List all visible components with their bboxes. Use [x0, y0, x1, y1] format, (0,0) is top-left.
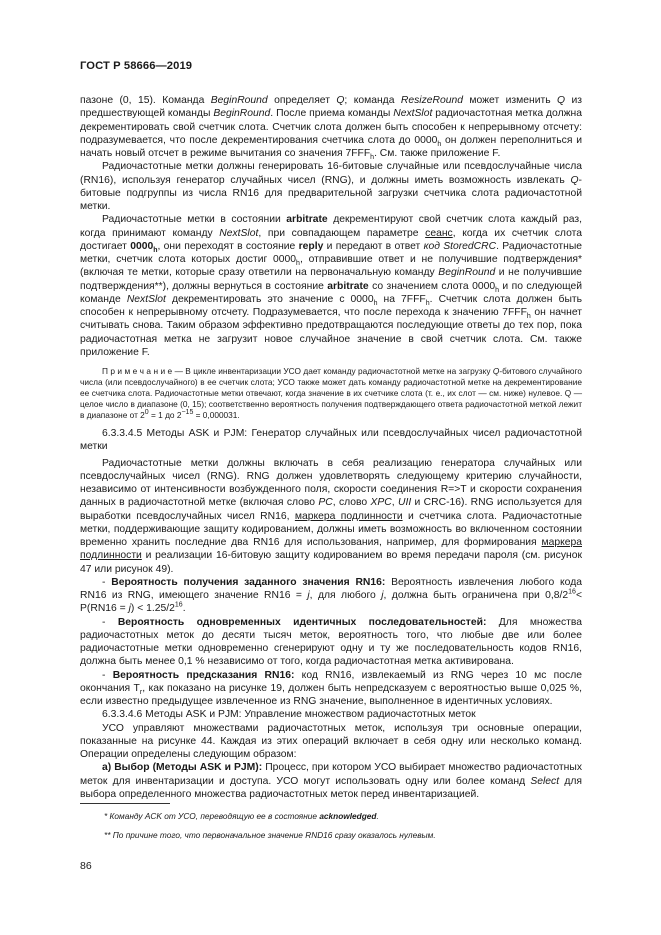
footnotes: [104, 810, 574, 848]
paragraph-1: пазоне (0, 15). Команда BeginRound определяет Q; команда ResizeRound может изменить Q из предшествующей команды BeginRound. После приема команды NextSlot радиочастотная метка должна декрементировать свой счетчик слота. Счетчик слота должен быть способен к непрерывному отсчету: подразумевается, что после декрементирования счетчика слота до $0000_h$ он должен переполниться и начать новый отсчет в режиме вычитания со значения $7FFF_h$. См. также приложение F.: [80, 95, 583, 162]
standard-header: ГОСТ Р 58666—2019: [80, 60, 193, 72]
simultaneous-sequences-item: - Вероятность одновременных идентичных последовательностей: Для множества радиочастотных меток до десяти тысяч меток, вероятность того, что любые две или более радиочастотные метки одновременно сгенерируют одну и ту же последовательность кодов RN16, должна быть менее 0,1 % независимо от того, когда радиочастотная метка активирована.: [80, 616, 582, 668]
section-6-3-3-4-5-heading: 6.3.3.4.5 Методы ASK и PJM: Генератор случайных или псевдослучайных чисел радиочастотной метки: [80, 428, 582, 453]
section-6-3-3-4-6-heading: 6.3.3.4.6 Методы ASK и PJM: Управление множеством радиочастотных меток: [102, 709, 476, 721]
page-number: 86: [80, 860, 92, 872]
paragraph-8: УСО управляют множествами радиочастотных меток, используя три основные операции, показанные на рисунке 44. Каждая из этих операций включает в себя одну или несколько команд. Операции определены следующим образом:: [80, 722, 582, 760]
footnote-divider: [80, 803, 170, 804]
footnote-1: * Команду ACK от УСО, переводящую ее в состояние acknowledged.: [104, 811, 379, 821]
paragraph-4: Радиочастотные метки должны включать в себя реализацию генератора случайных или псевдослучайных чисел (RNG). RNG должен удовлетворять следующему критерию случайности, независимо от интенсивности возбужденного поля, скорости соединения R=>T и скорости сохранения данных в радиочастотной метке (включая слово PC, слово XPC, UII и CRC-16). RNG используется для выработки псевдослучайных чисел RN16, маркера подлинности и счетчика слота. Радиочастотные метки, поддерживающие защиту кодированием, должны иметь возможность во включенном состоянии временно хранить последние два RN16 для использования, например, для формирования маркера подлинности и реализации 16-битовую защиту кодированием во время передачи пароля (см. рисунок 47 или рисунок 49).: [80, 457, 582, 575]
select-operation-item: а) Выбор (Методы ASK и PJM): Процесс, при котором УСО выбирает множество радиочастотных меток для инвентаризации и доступа. УСО могут использовать одну или более команд Select для выбора определенного множества радиочастотных меток перед инвентаризацией.: [80, 762, 583, 800]
paragraph-2: Радиочастотные метки должны генерировать 16-битовые случайные или псевдослучайные числа (RN16), используя генератор случайных чисел (RNG), и должны иметь возможность извлекать Q-битовые подгруппы из числа RN16 для предварительной загрузки счетчика слота радиочастотной метки.: [80, 161, 582, 212]
note-block: П р и м е ч а н и е — В цикле инвентаризации УСО дает команду радиочастотной метке на загрузку Q-битового случайного числа (или псевдослучайного) в ее счетчик слота; УСО также может дать команду радиочастотной метке на декрементирование ее счетчика слота. Радиочастотные метки отвечают, когда значение в их счетчике слота (т. е., их слот — см. ниже) нулевое. Q — целое число в диапазоне (0, 15); соответственно вероятность получения подтверждающего ответа радиочастотной меткой лежит в диапазоне от $2^0 = 1$ до $2^{-15} = 0,000031$.: [80, 366, 583, 420]
rn16-probability-item: - Вероятность получения заданного значения RN16: Вероятность извлечения любого кода RN16 из RNG, имеющего значение RN16 = j, для любого j, должна быть ограничена при $0,8/2^{16}< P(RN16 = j) < 1.25/2^{16}$.: [80, 576, 582, 615]
paragraph-3: Радиочастотные метки в состоянии arbitrate декрементируют свой счетчик слота каждый раз, когда принимают команду NextSlot, при совпадающем параметре сеанс, когда их счетчик слота достигает $0000_h$, они переходят в состояние reply и передают в ответ код StoredCRC. Радиочастотные метки, счетчик слота которых достиг $0000_h$, отправившие ответ и не получившие подтверждения* (включая те метки, которые сразу ответили на первоначальную команду BeginRound и не получившие подтверждения**), должны вернуться в состояние arbitrate со значением слота $0000_h$ и по следующей команде NextSlot декрементировать это значение с $0000_h$ на $7FFF_h$. Счетчик слота должен быть способен к непрерывному отсчету. Подразумевается, что после перехода к значению $7FFF_h$ он начнет считывать снова. Таким образом эффективно предотвращаются последующие ответы до тех пор, пока радиочастотная метка не загрузит новое случайное значение в свой счетчик слота. См. также приложение F.: [80, 214, 583, 358]
body-text: [80, 94, 582, 801]
footnote-2: ** По причине того, что первоначальное значение RND16 сразу оказалось нулевым.: [104, 830, 436, 840]
rn16-prediction-item: - Вероятность предсказания RN16: код RN16, извлекаемый из RNG через 10 мс после окончания $T_r$, как показано на рисунке 19, должен быть непредсказуем с вероятностью выше 0,025 %, если известно предыдущее извлеченное из RNG значение, выполненное в идентичных условиях.: [80, 669, 582, 707]
note-label: П р и м е ч а н и е: [102, 366, 173, 376]
